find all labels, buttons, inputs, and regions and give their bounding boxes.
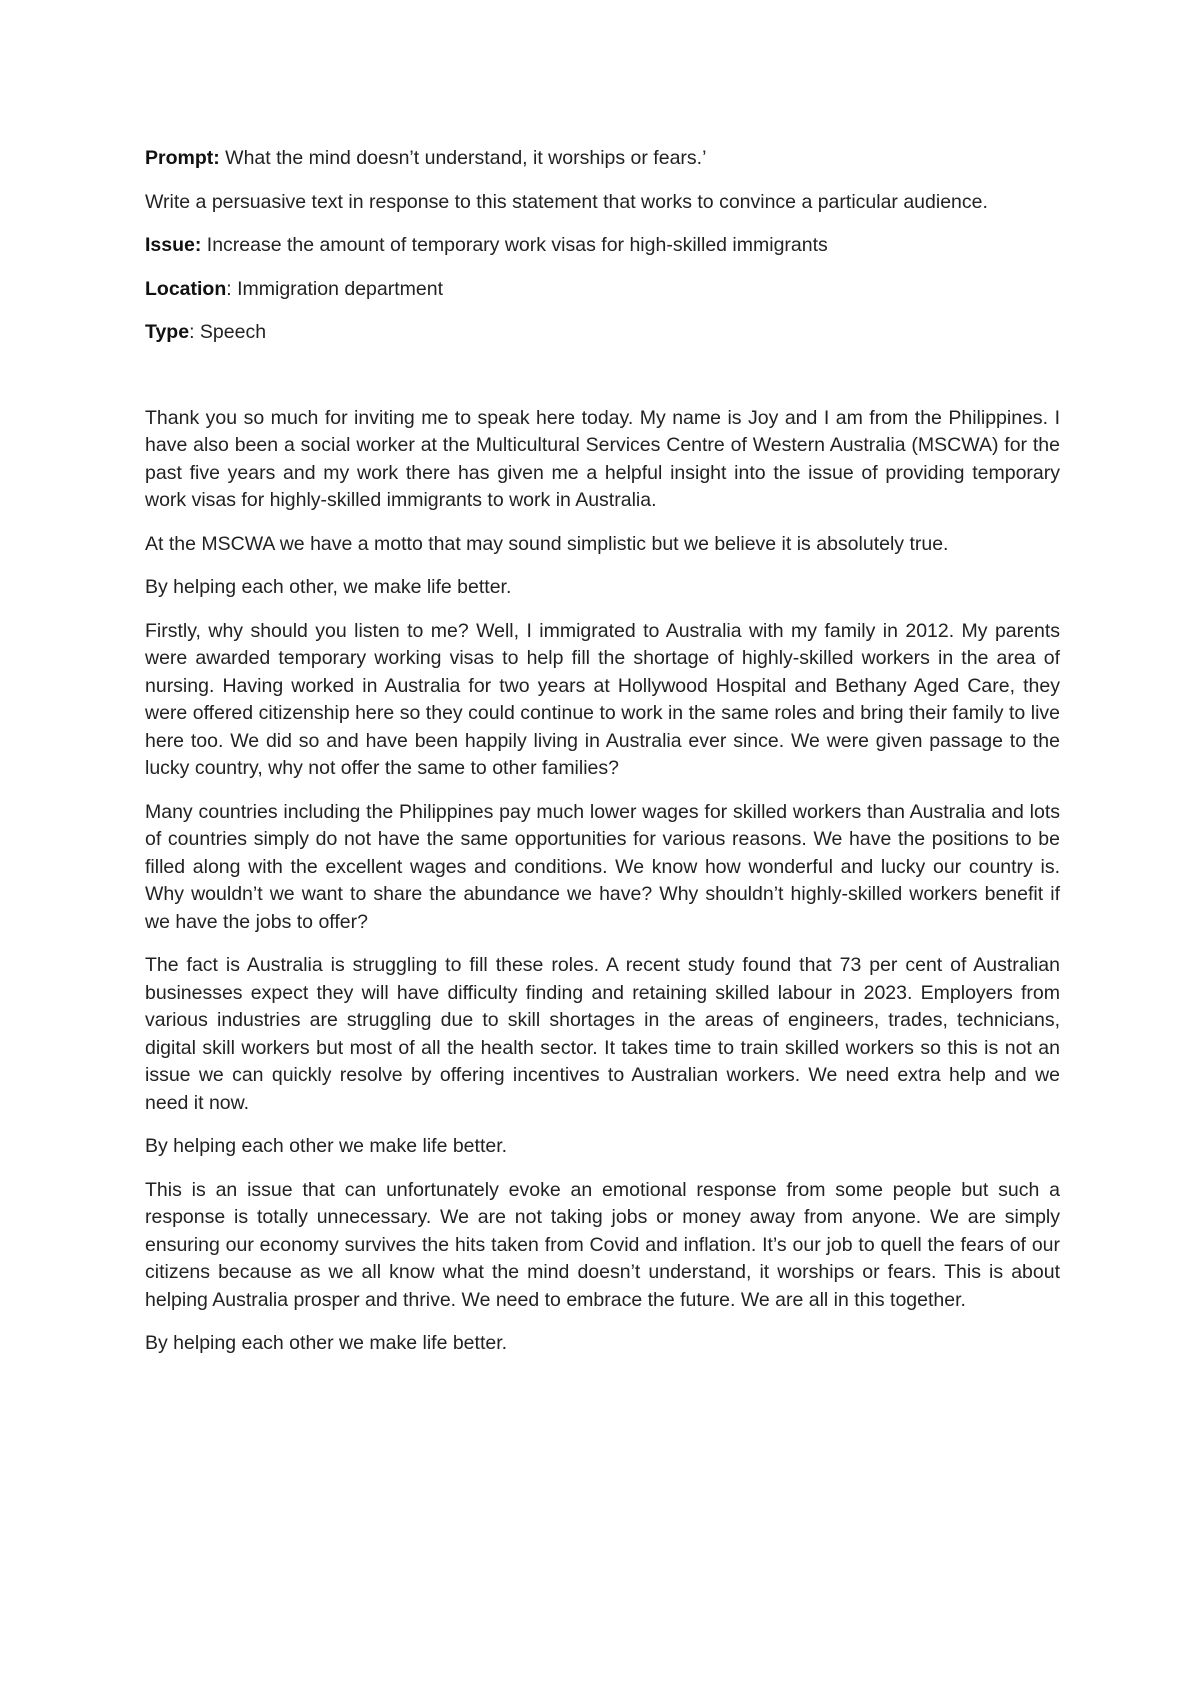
motto-line: By helping each other we make life better.: [145, 1135, 508, 1157]
type-line: [145, 319, 1060, 347]
prompt-label: Prompt:: [145, 147, 220, 169]
body-paragraph: Firstly, why should you listen to me? Well, I immigrated to Australia with my family in 2012. My parents were awarded temporary working visas to help fill the shortage of highly-skilled workers in the area of nursing. Having worked in Australia for two years at Hollywood Hospital and Bethany Aged Care, they were offered citizenship here so they could continue to work in the same roles and bring their family to live here too. We did so and have been happily living in Australia ever since. We were given passage to the lucky country, why not offer the same to other families?: [145, 619, 1060, 779]
issue-line: [145, 232, 1060, 260]
issue-label: Issue:: [145, 234, 202, 256]
instruction-text: Write a persuasive text in response to this statement that works to convince a particular audience.: [145, 190, 988, 213]
body-paragraph: This is an issue that can unfortunately evoke an emotional response from some people but such a response is totally unnecessary. We are not taking jobs or money away from anyone. We are simply ensuring our economy survives the hits taken from Covid and inflation. It’s our job to quell the fears of our citizens because as we all know what the mind doesn’t understand, it worships or fears. This is about helping Australia prosper and thrive. We need to embrace the future. We are all in this together.: [145, 1178, 1060, 1311]
body-paragraph: Many countries including the Philippines pay much lower wages for skilled workers than Australia and lots of countries simply do not have the same opportunities for various reasons. We have the positions to be filled along with the excellent wages and conditions. We know how wonderful and lucky our country is. Why wouldn’t we want to share the abundance we have? Why shouldn’t highly-skilled workers benefit if we have the jobs to offer?: [145, 800, 1060, 933]
location-line: [145, 276, 1060, 304]
motto-line: By helping each other we make life better.: [145, 1332, 508, 1354]
location-text: : Immigration department: [226, 277, 444, 300]
body-paragraph: Thank you so much for inviting me to speak here today. My name is Joy and I am from the Philippines. I have also been a social worker at the Multicultural Services Centre of Western Australia (MSCWA) for the past five years and my work there has given me a helpful insight into the issue of providing temporary work visas for highly-skilled immigrants to work in Australia.: [145, 406, 1060, 511]
location-label: Location: [145, 277, 227, 300]
body-paragraph: The fact is Australia is struggling to fill these roles. A recent study found that 73 per cent of Australian businesses expect they will have difficulty finding and retaining skilled labour in 2023. Employers from various industries are struggling due to skill shortages in the areas of engineers, trades, technicians, digital skill workers but most of all the health sector. It takes time to train skilled workers so this is not an issue we can quickly resolve by offering incentives to Australian workers. We need extra help and we need it now.: [145, 954, 1060, 1114]
type-text: : Speech: [189, 321, 267, 343]
motto-line: By helping each other, we make life better.: [145, 576, 512, 598]
section-spacer: [145, 363, 1060, 405]
prompt-line: [145, 145, 1060, 173]
prompt-text: What the mind doesn’t understand, it worships or fears.’: [219, 147, 707, 169]
document-content: [145, 145, 1060, 1374]
type-label: Type: [145, 321, 190, 343]
body-paragraph: At the MSCWA we have a motto that may sound simplistic but we believe it is absolutely true.: [145, 532, 949, 555]
issue-text: Increase the amount of temporary work visas for high-skilled immigrants: [201, 234, 828, 256]
